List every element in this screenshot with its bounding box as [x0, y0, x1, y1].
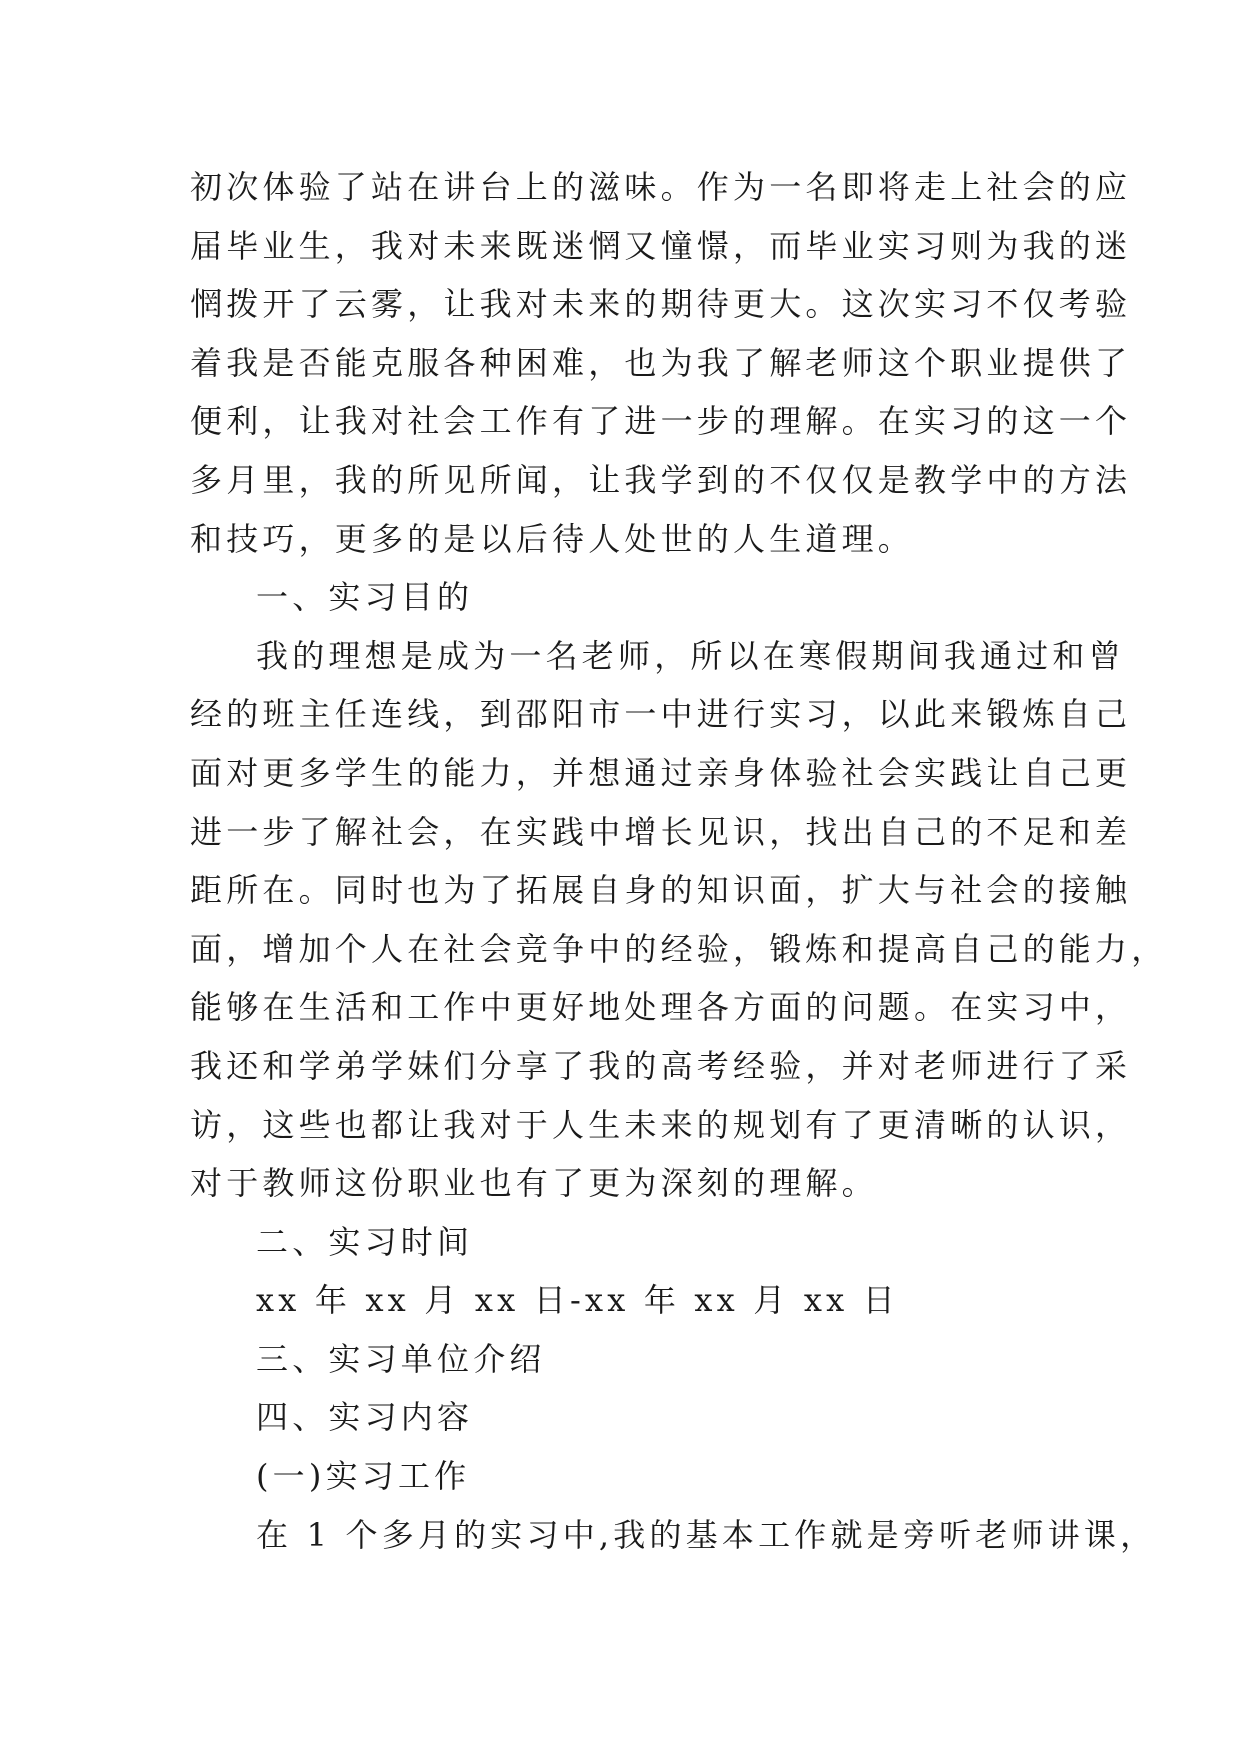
body-text-line: 访，这些也都让我对于人生未来的规划有了更清晰的认识，	[190, 1105, 1132, 1144]
body-text-line: 距所在。同时也为了拓展自身的知识面，扩大与社会的接触	[190, 871, 1132, 910]
document-body	[190, 158, 1168, 1564]
section-heading: 三、实习单位介绍	[256, 1339, 546, 1378]
body-text-line: 我的理想是成为一名老师，所以在寒假期间我通过和曾	[256, 636, 1125, 675]
body-text-line: 初次体验了站在讲台上的滋味。作为一名即将走上社会的应	[190, 168, 1132, 206]
body-text-line: 届毕业生，我对未来既迷惘又憧憬，而毕业实习则为我的迷	[190, 226, 1132, 265]
body-text-line: 面对更多学生的能力，并想通过亲身体验社会实践让自己更	[190, 753, 1132, 792]
body-text-line: 和技巧，更多的是以后待人处世的人生道理。	[190, 519, 915, 558]
body-text-line: 对于教师这份职业也有了更为深刻的理解。	[190, 1164, 878, 1203]
section-heading: 二、实习时间	[256, 1222, 474, 1261]
body-text-line: 便利，让我对社会工作有了进一步的理解。在实习的这一个	[190, 402, 1132, 441]
body-text-line: 经的班主任连线，到邵阳市一中进行实习，以此来锻炼自己	[190, 695, 1132, 734]
body-text-line: 面，增加个人在社会竞争中的经验，锻炼和提高自己的能力，	[190, 929, 1168, 968]
subsection-heading: (一)实习工作	[256, 1457, 471, 1496]
body-text-line: 能够在生活和工作中更好地处理各方面的问题。在实习中，	[190, 988, 1132, 1027]
section-heading: 一、实习目的	[256, 578, 474, 617]
body-text-line: 多月里，我的所见所闻，让我学到的不仅仅是教学中的方法	[190, 460, 1132, 499]
body-text-line: 在 1 个多月的实习中,我的基本工作就是旁听老师讲课，	[256, 1515, 1157, 1554]
section-heading: 四、实习内容	[256, 1398, 474, 1437]
date-range-text: xx 年 xx 月 xx 日-xx 年 xx 月 xx 日	[256, 1281, 899, 1320]
body-text-line: 惘拨开了云雾，让我对未来的期待更大。这次实习不仅考验	[190, 285, 1132, 324]
body-text-line: 着我是否能克服各种困难，也为我了解老师这个职业提供了	[190, 343, 1132, 382]
body-text-line: 我还和学弟学妹们分享了我的高考经验，并对老师进行了采	[190, 1046, 1132, 1085]
body-text-line: 进一步了解社会，在实践中增长见识，找出自己的不足和差	[190, 812, 1132, 851]
